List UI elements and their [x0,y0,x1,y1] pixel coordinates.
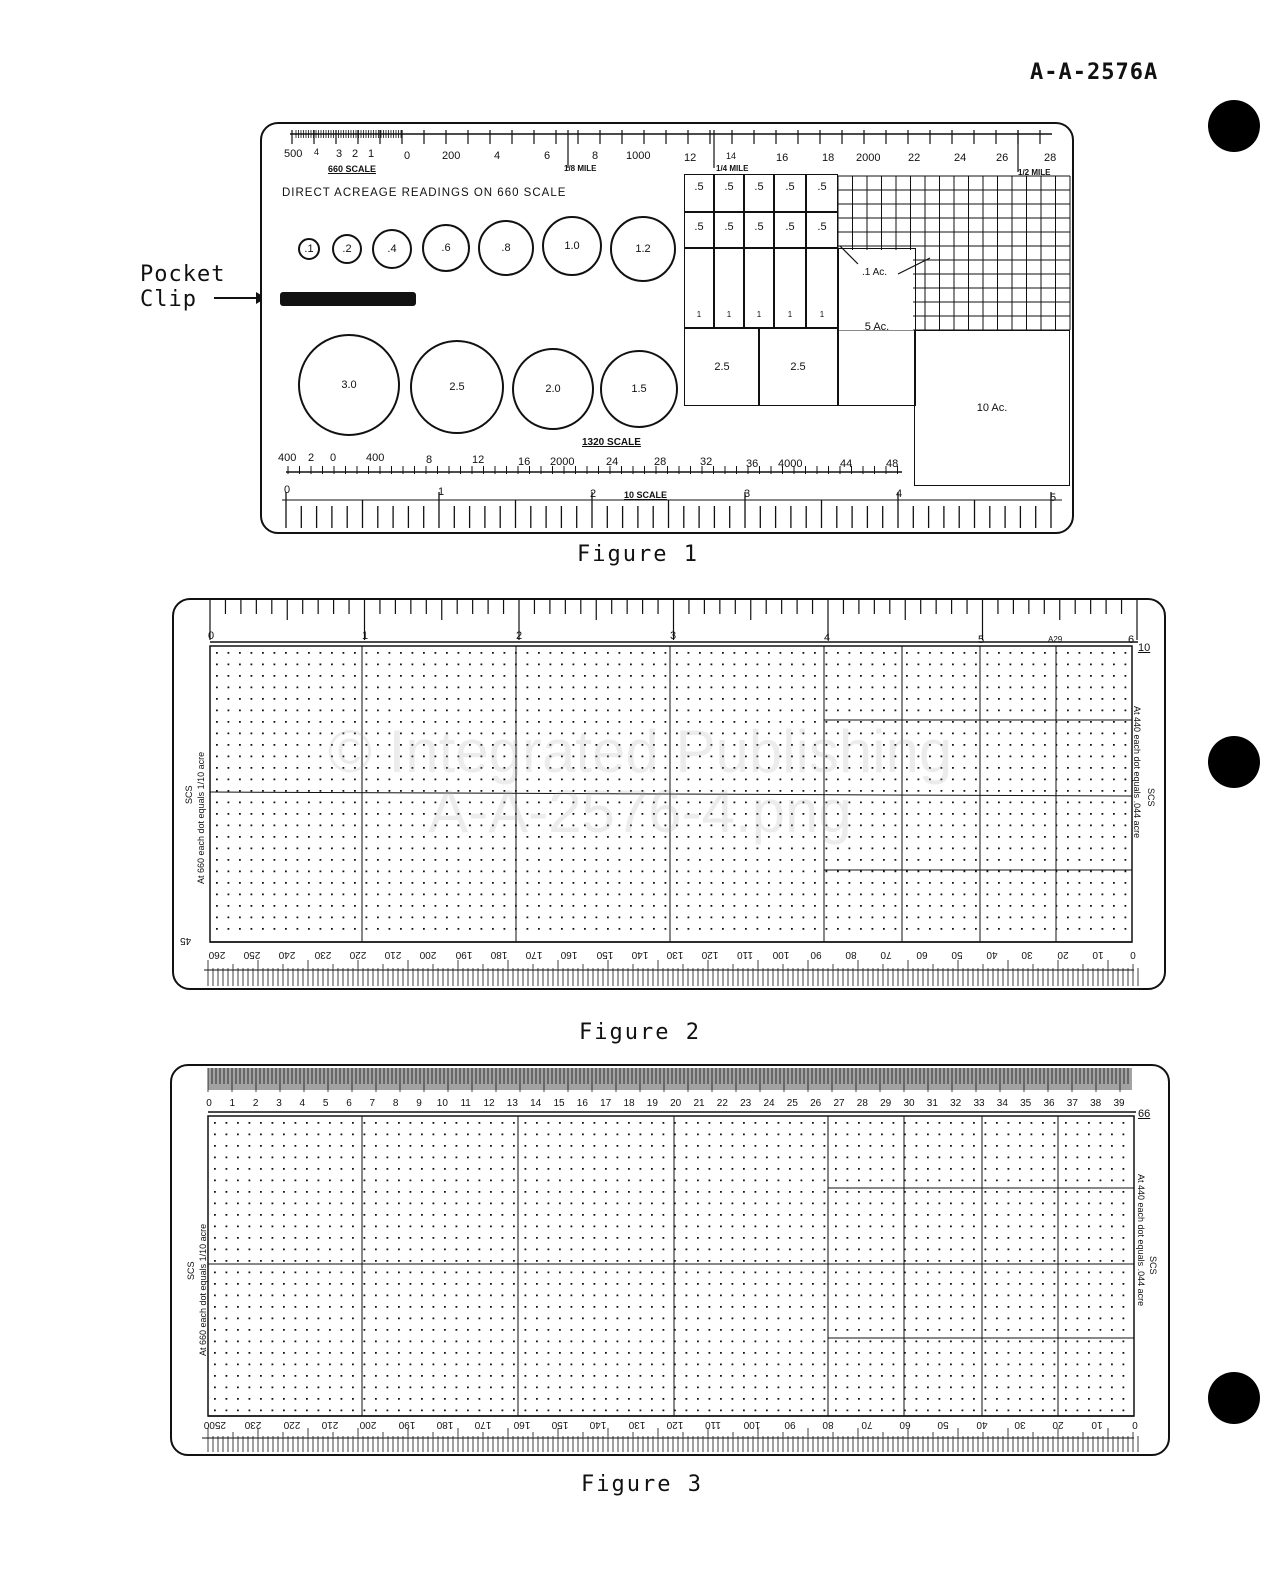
f1-10-scale-label: 10 SCALE [624,490,668,500]
f3-top-num: 7 [369,1098,376,1109]
f2-top-num: 0 [208,630,215,642]
f1-inch-num: 4 [896,488,903,500]
f1-bottom-num: 4000 [778,458,803,470]
f3-top-num: 14 [530,1098,542,1109]
f2-bottom-num: 160 [560,949,578,960]
f3-right-top-num: 66 [1138,1108,1151,1120]
f1-top-num: 14 [726,151,737,161]
f1-big-circle: 3.0 [298,334,400,436]
f3-top-num: 21 [693,1098,705,1109]
f3-bottom-num: 70 [861,1419,873,1430]
f3-bottom-num: 160 [513,1419,530,1430]
f2-bottom-num: 110 [737,949,754,960]
f2-bottom-num: 10 [1092,949,1104,960]
f1-bottom-num: 12 [472,454,485,466]
f1-one-acre-cell: 1 [806,248,838,328]
f3-top-num: 37 [1066,1098,1078,1109]
f3-top-num: 25 [786,1098,798,1109]
f1-half-acre-cell: .5 [714,174,744,212]
f1-660-scale-label: 660 SCALE [328,164,377,174]
f3-top-num: 38 [1090,1098,1102,1109]
f3-bottom-num: 60 [899,1419,911,1430]
f1-direct-acreage-title: DIRECT ACREAGE READINGS ON 660 SCALE [282,187,567,199]
f3-top-num: 8 [392,1098,399,1109]
f3-bottom-num: 200 [359,1419,377,1430]
f1-bottom-num: 400 [278,452,297,464]
f1-bottom-num: 400 [366,452,385,464]
f1-inch-num: 2 [590,488,597,500]
f1-bottom-num: 2000 [550,456,575,468]
f3-top-num: 10 [436,1098,448,1109]
f3-top-num: 29 [880,1098,892,1109]
f3-top-num: 23 [740,1098,752,1109]
f3-top-num: 4 [299,1098,306,1109]
f3-top-num: 11 [460,1098,471,1109]
f1-eighth-mile: 1/8 MILE [564,164,597,173]
f2-top-num: 3 [670,630,677,642]
f2-top-num: 2 [516,630,523,642]
f1-big-circle: 2.0 [512,348,594,430]
f1-small-circle: 1.2 [610,216,676,282]
f1-inch-num: 0 [284,484,291,496]
f1-quarter-mile: 1/4 MILE [716,164,749,173]
binder-hole-bottom [1208,1372,1260,1424]
f1-top-num: 28 [1044,152,1057,164]
f3-top-num: 34 [996,1098,1008,1109]
f1-top-num: 24 [954,152,967,164]
f1-bottom-num: 32 [700,456,713,468]
f3-top-num: 28 [856,1098,868,1109]
f1-one-acre-cell: 1 [684,248,714,328]
f3-bottom-num: 40 [976,1419,988,1430]
f2-top-num: A29 [1048,635,1063,644]
f3-top-num: 30 [903,1098,915,1109]
f2-bottom-num: 0 [1130,949,1136,960]
f1-small-circle: .6 [422,224,470,272]
f1-small-circle: .4 [372,229,412,269]
f1-bottom-num: 48 [886,458,899,470]
f2-bottom-num: 20 [1056,949,1069,960]
f1-inch-num: 5 [1050,492,1057,504]
f3-dot-grid [214,1122,1124,1411]
f2-bottom-num: 170 [525,949,543,960]
f1-top-num: 22 [908,152,921,164]
f2-bottom-num: 240 [279,949,296,960]
f1-top-num: 1000 [626,150,651,162]
f1-inch-num: 1 [438,486,445,498]
f1-bottom-num: 8 [426,454,433,466]
f3-bottom-num: 140 [589,1419,607,1430]
f1-small-circle: .2 [332,234,362,264]
f3-top-num: 32 [950,1098,962,1109]
f3-bottom-num: 90 [784,1419,796,1430]
f1-top-num: 12 [684,152,697,164]
f1-bottom-num: 2 [308,452,315,464]
f1-big-circle: 1.5 [600,350,678,428]
figure1-caption: Figure 1 [577,542,699,567]
f3-top-num: 1 [229,1098,236,1109]
f3-top-num: 12 [483,1098,495,1109]
f3-top-num: 26 [810,1098,822,1109]
f2-bottom-num: 230 [314,949,332,960]
f3-top-num: 33 [973,1098,985,1109]
f2-right-scs: SCS [1146,788,1156,807]
f1-top-num: 18 [822,152,835,164]
f1-half-acre-cell: .5 [744,174,774,212]
figure2-caption: Figure 2 [579,1020,701,1045]
f2-left-scs: SCS [184,785,194,804]
f3-top-num: 13 [506,1098,518,1109]
f2-bottom-num: 260 [208,949,226,960]
f2-dot-grid [216,652,1126,930]
f3-top-num: 39 [1113,1098,1125,1109]
f1-top-num: 26 [996,152,1009,164]
f1-top-num: 8 [592,150,599,162]
f3-bottom-num: 190 [398,1419,415,1430]
f3-right-scs: SCS [1148,1256,1158,1275]
watermark: © Integrated Publishing A-A-2576-4.png [327,718,953,845]
pocket-clip [280,292,416,306]
f2-bottom-num: 220 [349,949,367,960]
f2-bottom-num: 90 [810,949,822,960]
f3-top-num: 20 [670,1098,682,1109]
f1-small-circle: 1.0 [542,216,602,276]
f3-top-num: 31 [926,1098,938,1109]
f2-right-top-num: 10 [1138,642,1151,654]
f1-top-num: 200 [442,150,461,162]
f3-bottom-num: 80 [822,1419,834,1430]
f3-left-scs: SCS [186,1261,196,1280]
f1-half-acre-cell: .5 [714,212,744,248]
binder-hole-middle [1208,736,1260,788]
f2-bottom-num: 200 [420,949,437,960]
f3-top-ruler-band [208,1068,1132,1090]
f3-top-num: 3 [276,1098,282,1109]
f1-half-acre-cell: .5 [774,174,806,212]
f1-half-acre-cell: .5 [684,174,714,212]
f2-top-num: 4 [824,632,831,644]
f3-bottom-num: 10 [1091,1419,1103,1430]
f3-top-num: 9 [416,1098,422,1109]
f2-bottom-num: 120 [701,949,719,960]
f1-half-acre-cell: .5 [806,174,838,212]
f1-top-num: 2 [352,148,359,160]
f1-tenth-acre-label: .1 Ac. [862,267,888,278]
f2-bottom-num: 150 [596,949,613,960]
f1-bottom-num: 24 [606,456,619,468]
f1-half-acre-cell: .5 [774,212,806,248]
f1-half-acre-cell: .5 [744,212,774,248]
f1-top-num: 3 [336,148,343,160]
f1-two-five-acre-cell: 2.5 [758,328,838,406]
f2-top-num: 6 [1128,634,1135,646]
f2-bottom-num: 50 [951,949,963,960]
document-id: A-A-2576A [1030,60,1159,85]
figure1-card [260,122,1074,534]
f2-right-side-text: At 440 each dot equals .044 acre [1132,706,1142,839]
f1-top-num: 500 [284,148,303,160]
f2-bottom-num: 180 [490,949,508,960]
f2-bottom-num: 190 [455,949,472,960]
f3-bottom-num: 120 [666,1419,684,1430]
f2-left-bottom-num: 45 [180,935,192,946]
f2-bottom-num: 40 [986,949,998,960]
f2-bottom-num: 210 [384,949,402,960]
f3-bottom-num: 50 [937,1419,949,1430]
f1-one-acre-cell: 1 [714,248,744,328]
f1-top-num: 4 [314,147,320,157]
f3-bottom-num: 110 [705,1419,722,1430]
f1-bottom-num: 44 [840,458,853,470]
f1-big-circle: 2.5 [410,340,504,434]
figure3-card [170,1064,1170,1456]
f3-top-num: 35 [1020,1098,1032,1109]
f1-top-num: 0 [404,150,411,162]
binder-hole-top [1208,100,1260,152]
f2-top-num: 1 [362,630,369,642]
f2-bottom-num: 100 [772,949,790,960]
f1-small-circle: .8 [478,220,534,276]
f2-top-num: 5 [978,634,985,646]
f1-bottom-num: 28 [654,456,667,468]
f2-bottom-num: 70 [880,949,892,960]
f3-top-num: 16 [576,1098,588,1109]
figure3-caption: Figure 3 [581,1472,703,1497]
f1-five-acre-cell: 5 Ac. [838,248,916,406]
f1-two-five-acre-cell: 2.5 [684,328,760,406]
f2-bottom-num: 60 [916,949,928,960]
f1-ten-acre-cell: 10 Ac. [914,330,1070,486]
f3-left-side-text: At 660 each dot equals 1/10 acre [198,1223,208,1356]
f1-half-acre-cell: .5 [684,212,714,248]
f1-1320-scale-label: 1320 SCALE [582,437,641,448]
f1-bottom-num: 36 [746,458,759,470]
figure2-card [172,598,1166,990]
f3-grid-border [208,1116,1134,1416]
f3-bottom-num: 170 [474,1419,492,1430]
f3-top-num: 19 [646,1098,658,1109]
f3-bottom-num: 150 [551,1419,569,1430]
f2-grid-divider-h [210,792,1132,796]
f1-bottom-num: 16 [518,456,531,468]
figure2-grid [174,600,1164,988]
f3-top-num: 17 [600,1098,612,1109]
f3-right-side-text: At 440 each dot equals .044 acre [1136,1174,1146,1307]
f3-top-num: 22 [716,1098,728,1109]
f2-left-side-text: At 660 each dot equals 1/10 acre [196,751,206,884]
f3-top-num: 27 [833,1098,845,1109]
f1-bottom-num: 0 [330,452,337,464]
f3-bottom-num: 100 [743,1419,760,1430]
f1-top-num: 6 [544,150,551,162]
f1-top-num: 1 [368,148,375,160]
f1-top-num: 16 [776,152,789,164]
f3-bottom-num: 180 [436,1419,454,1430]
f1-half-mile: 1/2 MILE [1018,168,1051,177]
f2-bottom-num: 30 [1021,949,1033,960]
f3-bottom-num: 230 [244,1419,262,1430]
f1-half-acre-cell: .5 [806,212,838,248]
f3-top-num: 2 [252,1098,259,1109]
pocket-clip-arrow [214,297,264,299]
f3-bottom-num: 210 [321,1419,339,1430]
f2-bottom-num: 130 [666,949,684,960]
f2-bottom-num: 250 [243,949,261,960]
f3-top-num: 5 [322,1098,329,1109]
f3-top-num: 0 [206,1098,212,1109]
f3-bottom-num: 30 [1014,1419,1026,1430]
f3-bottom-num: 0 [1132,1419,1138,1430]
f3-top-num: 36 [1043,1098,1055,1109]
f3-top-num: 18 [623,1098,635,1109]
figure3-grid [172,1066,1168,1454]
f1-top-num: 4 [494,150,501,162]
f3-top-num: 15 [553,1098,565,1109]
f3-bottom-num: 130 [628,1419,645,1430]
f1-small-circle: .1 [298,238,320,260]
f3-bottom-num: 2500 [203,1419,226,1430]
f3-top-num: 24 [763,1098,775,1109]
f1-one-acre-cell: 1 [774,248,806,328]
f2-bottom-num: 140 [631,949,649,960]
f3-top-num: 6 [346,1098,352,1109]
f2-bottom-num: 80 [845,949,857,960]
pocket-clip-label: Pocket Clip [140,262,226,312]
f1-one-acre-cell: 1 [744,248,774,328]
f1-inch-num: 3 [744,488,751,500]
f1-top-num: 2000 [856,152,881,164]
f3-bottom-num: 220 [283,1419,300,1430]
f3-bottom-num: 20 [1052,1419,1064,1430]
